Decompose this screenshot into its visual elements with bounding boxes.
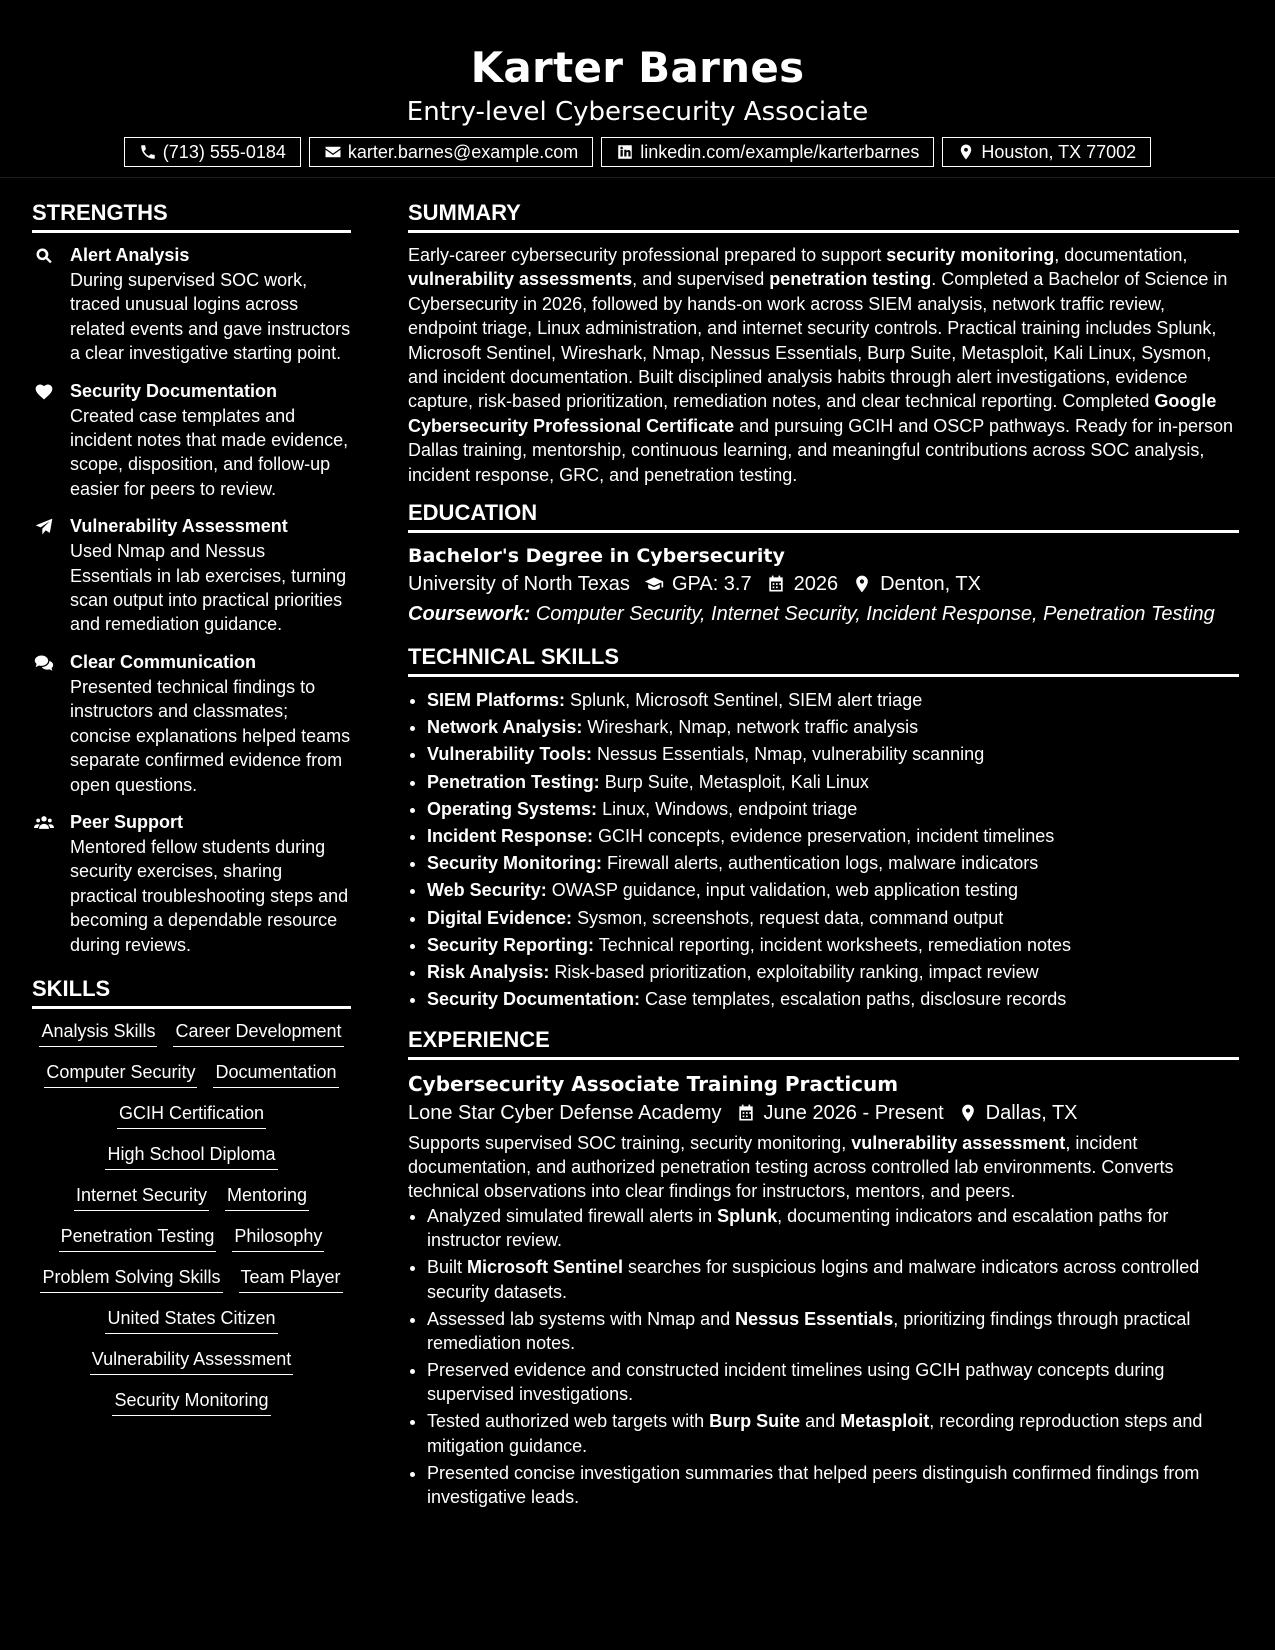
list-item — [427, 1204, 1239, 1253]
education-gpa: GPA: 3.7 — [671, 573, 752, 596]
strength-item — [32, 379, 351, 502]
tech-skill-value: Firewall alerts, authentication logs, malware indicators — [607, 853, 1039, 874]
summary-segment: and pursuing GCIH and OSCP pathways. Ready for in-person Dallas training, mentorship, continuous learning, and meaningful contributions across SOC analysis, incident response, GRC, and penetration testing. — [408, 415, 1234, 485]
contact-phone[interactable] — [124, 137, 301, 167]
strength-title: Peer Support — [70, 811, 184, 832]
candidate-title: Entry-level Cybersecurity Associate — [406, 97, 869, 127]
bullet-text: Preserved evidence and constructed incident timelines using GCIH pathway concepts during supervised investigations. — [427, 1359, 1165, 1405]
bullet-text: , recording reproduction steps and mitigation guidance. — [427, 1411, 1203, 1456]
summary-heading: SUMMARY — [408, 199, 1239, 233]
contact-bar — [0, 137, 1275, 167]
technical-skills-list — [408, 687, 1239, 1013]
list-item — [427, 796, 1239, 823]
strength-title: Clear Communication — [70, 651, 257, 672]
resume-header — [0, 0, 1275, 178]
education-meta — [408, 569, 1239, 599]
bullet-text: , documenting indicators and escalation paths for instructor review. — [427, 1205, 1169, 1251]
summary-bold: security monitoring — [886, 245, 1055, 265]
summary-bold: penetration testing — [769, 269, 932, 290]
tech-skill-label: Network Analysis: — [427, 717, 583, 738]
skill-tag: Philosophy — [232, 1224, 324, 1252]
skill-tag: Mentoring — [225, 1183, 309, 1211]
tech-skill-label: Risk Analysis: — [427, 962, 550, 983]
strengths-heading: STRENGTHS — [32, 199, 351, 233]
skill-tag: High School Diploma — [105, 1142, 277, 1170]
list-item — [427, 877, 1239, 904]
tech-skill-value: Wireshark, Nmap, network traffic analysis — [587, 717, 919, 738]
bullet-text: Tested authorized web targets with — [427, 1411, 710, 1432]
list-item — [427, 1255, 1239, 1304]
skills-list — [32, 1019, 351, 1416]
list-item — [427, 741, 1239, 768]
coursework-label: Coursework: — [408, 603, 531, 626]
tech-skill-label: Incident Response: — [427, 826, 594, 847]
tech-skill-value: Sysmon, screenshots, request data, command output — [577, 907, 1004, 928]
education-location: Denton, TX — [880, 573, 981, 596]
bullet-bold: Burp Suite — [709, 1411, 801, 1432]
summary-text — [408, 243, 1239, 487]
location-text: Houston, TX 77002 — [981, 142, 1137, 162]
job-company: Lone Star Cyber Defense Academy — [408, 1101, 722, 1124]
strength-item — [32, 514, 351, 637]
tech-skill-label: Web Security: — [427, 880, 547, 901]
list-item — [427, 714, 1239, 741]
calendar-icon — [766, 574, 786, 594]
list-item — [427, 986, 1239, 1013]
skill-tag: Problem Solving Skills — [40, 1265, 222, 1293]
skill-tag: Team Player — [239, 1265, 343, 1293]
job-dates: June 2026 - Present — [763, 1101, 944, 1124]
bullet-bold: Microsoft Sentinel — [467, 1257, 624, 1278]
graduation-cap-icon — [644, 574, 664, 594]
strength-desc: Used Nmap and Nessus Essentials in lab exercises, turning scan output into practical priorities and remediation guidance. — [70, 541, 347, 635]
users-icon — [34, 813, 54, 833]
experience-bullets — [408, 1204, 1239, 1510]
job-description — [408, 1131, 1239, 1204]
list-item — [427, 687, 1239, 714]
summary-segment: , documentation, — [1054, 245, 1188, 265]
paper-plane-icon — [34, 517, 54, 537]
education-coursework — [408, 599, 1239, 629]
job-meta — [408, 1098, 1239, 1128]
coursework-text: Computer Security, Internet Security, Incident Response, Penetration Testing — [535, 603, 1215, 626]
education-heading: EDUCATION — [408, 499, 1239, 533]
linkedin-text: linkedin.com/example/karterbarnes — [640, 142, 920, 162]
job-location: Dallas, TX — [985, 1101, 1078, 1124]
calendar-icon — [736, 1103, 756, 1123]
comments-icon — [34, 653, 54, 673]
linkedin-icon — [616, 143, 634, 161]
skills-heading: SKILLS — [32, 975, 351, 1009]
skill-tag: Documentation — [213, 1060, 338, 1088]
summary-bold: vulnerability assessments — [408, 269, 633, 290]
right-column — [408, 199, 1239, 1512]
strength-item — [32, 243, 351, 366]
tech-skill-value: Splunk, Microsoft Sentinel, SIEM alert triage — [570, 690, 923, 711]
desc-segment: , incident documentation, and authorized penetration testing across controlled lab environments. Converts technical observations into clear findings for instructors, mentors, and peers. — [408, 1132, 1174, 1202]
strength-desc: Presented technical findings to instructors and classmates; concise explanations helped teams separate confirmed evidence from open questions. — [70, 676, 351, 795]
map-marker-icon — [852, 574, 872, 594]
search-icon — [34, 246, 54, 266]
list-item — [427, 959, 1239, 986]
tech-skill-value: Case templates, escalation paths, disclosure records — [645, 989, 1067, 1010]
tech-skill-label: Digital Evidence: — [427, 907, 573, 928]
list-item — [427, 932, 1239, 959]
summary-segment: , and supervised — [632, 269, 770, 290]
strength-item — [32, 650, 351, 797]
job-title: Cybersecurity Associate Training Practicum — [408, 1071, 899, 1096]
skill-tag: Career Development — [173, 1019, 343, 1047]
strength-desc: During supervised SOC work, traced unusual logins across related events and gave instructors a clear investigative starting point. — [70, 270, 351, 364]
desc-segment: Supports supervised SOC training, security monitoring, — [408, 1132, 852, 1153]
list-item — [427, 905, 1239, 932]
skill-tag: Computer Security — [44, 1060, 197, 1088]
bullet-bold: Splunk — [717, 1205, 778, 1226]
tech-skill-value: Nessus Essentials, Nmap, vulnerability scanning — [597, 744, 985, 765]
skill-tag: GCIH Certification — [117, 1101, 266, 1129]
strength-title: Security Documentation — [70, 380, 278, 401]
bullet-bold: Nessus Essentials — [735, 1308, 894, 1329]
phone-icon — [139, 143, 157, 161]
tech-skill-label: Security Reporting: — [427, 934, 595, 955]
bullet-text: Analyzed simulated firewall alerts in — [427, 1205, 718, 1226]
contact-linkedin[interactable] — [601, 137, 934, 167]
education-school: University of North Texas — [408, 573, 630, 596]
bullet-text: , prioritizing findings through practical remediation notes. — [427, 1308, 1191, 1353]
skill-tag: United States Citizen — [105, 1306, 277, 1334]
strength-desc: Mentored fellow students during security exercises, sharing practical troubleshooting steps and becoming a dependable resource during reviews. — [70, 836, 349, 955]
tech-skill-label: Vulnerability Tools: — [427, 744, 593, 765]
envelope-icon — [324, 143, 342, 161]
tech-skill-label: SIEM Platforms: — [427, 690, 566, 711]
tech-skill-value: GCIH concepts, evidence preservation, incident timelines — [598, 826, 1055, 847]
skill-tag: Analysis Skills — [39, 1019, 157, 1047]
strength-title: Vulnerability Assessment — [70, 516, 288, 537]
tech-skill-value: Risk-based prioritization, exploitability ranking, impact review — [554, 962, 1039, 983]
map-marker-icon — [957, 143, 975, 161]
strength-item — [32, 810, 351, 957]
phone-text: (713) 555-0184 — [162, 142, 286, 162]
summary-segment: Early-career cybersecurity professional prepared to support — [408, 245, 887, 265]
map-marker-icon — [958, 1103, 978, 1123]
contact-location — [942, 137, 1151, 167]
list-item — [427, 1307, 1239, 1356]
list-item — [427, 769, 1239, 796]
list-item — [427, 1461, 1239, 1510]
heart-icon — [34, 382, 54, 402]
experience-heading: EXPERIENCE — [408, 1026, 1239, 1060]
skill-tag: Vulnerability Assessment — [90, 1347, 293, 1375]
bullet-text: and — [800, 1411, 841, 1432]
tech-skill-label: Security Documentation: — [427, 989, 641, 1010]
education-year: 2026 — [793, 573, 839, 596]
list-item — [427, 850, 1239, 877]
email-text: karter.barnes@example.com — [347, 142, 579, 162]
left-column — [32, 199, 351, 1416]
summary-segment: . Completed a Bachelor of Science in Cybersecurity in 2026, followed by hands-on work across SIEM analysis, network traffic review, endpoint triage, Linux administration, and internet security controls. Practical training includes Splunk, Microsoft Sentinel, Wireshark, Nmap, Nessus Essentials, Burp Suite, Metasploit, Kali Linux, Sysmon, and incident documentation. Built disciplined analysis habits through alert investigations, evidence capture, risk-based prioritization, remediation notes, and clear technical reporting. Completed — [408, 269, 1228, 412]
tech-skill-value: OWASP guidance, input validation, web application testing — [551, 880, 1019, 901]
desc-bold: vulnerability assessment — [851, 1132, 1066, 1153]
technical-skills-heading: TECHNICAL SKILLS — [408, 643, 1239, 677]
bullet-text: Presented concise investigation summaries that helped peers distinguish confirmed findings from investigative leads. — [427, 1462, 1200, 1508]
strength-desc: Created case templates and incident notes that made evidence, scope, disposition, and follow-up easier for peers to review. — [70, 405, 349, 499]
bullet-bold: Metasploit — [840, 1411, 930, 1432]
list-item — [427, 1358, 1239, 1407]
bullet-text: Assessed lab systems with Nmap and — [427, 1308, 736, 1329]
list-item — [427, 823, 1239, 850]
education-degree: Bachelor's Degree in Cybersecurity — [408, 545, 785, 568]
skill-tag: Penetration Testing — [59, 1224, 217, 1252]
tech-skill-label: Operating Systems: — [427, 798, 598, 819]
contact-email[interactable] — [309, 137, 593, 167]
list-item — [427, 1409, 1239, 1458]
skill-tag: Security Monitoring — [112, 1388, 270, 1416]
tech-skill-value: Technical reporting, incident worksheets, remediation notes — [598, 934, 1071, 955]
strength-title: Alert Analysis — [70, 245, 190, 265]
bullet-text: searches for suspicious logins and malware indicators across controlled security datasets. — [427, 1257, 1200, 1302]
tech-skill-value: Linux, Windows, endpoint triage — [602, 798, 858, 819]
skill-tag: Internet Security — [74, 1183, 209, 1211]
tech-skill-value: Burp Suite, Metasploit, Kali Linux — [604, 771, 869, 792]
candidate-name: Karter Barnes — [470, 43, 805, 92]
bullet-text: Built — [427, 1257, 468, 1278]
summary-bold: Google Cybersecurity Professional Certificate — [408, 391, 1217, 436]
tech-skill-label: Penetration Testing: — [427, 771, 600, 792]
tech-skill-label: Security Monitoring: — [427, 853, 602, 874]
